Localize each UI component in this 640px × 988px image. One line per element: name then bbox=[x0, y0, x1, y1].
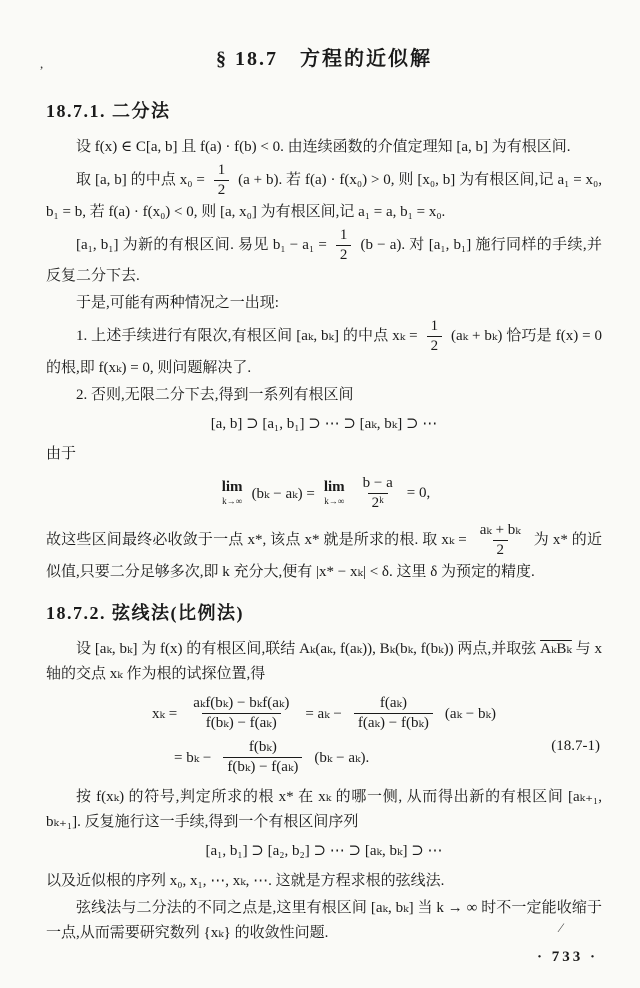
limit-word: lim bbox=[221, 479, 243, 496]
paragraph-text: 2. 否则,无限二分下去,得到一系列有根区间 bbox=[76, 386, 354, 403]
fraction-denominator: f(bₖ) − f(aₖ) bbox=[223, 757, 302, 776]
limit-subscript: k→∞ bbox=[324, 496, 345, 507]
paragraph bbox=[46, 227, 602, 290]
page-title: § 18.7 方程的近似解 bbox=[216, 48, 432, 70]
inline-fraction bbox=[359, 475, 397, 513]
secant-equation bbox=[46, 695, 602, 777]
paragraph bbox=[46, 785, 602, 835]
inline-fraction bbox=[476, 522, 525, 560]
paragraph bbox=[46, 135, 602, 160]
fraction-denominator: f(bₖ) − f(aₖ) bbox=[202, 713, 281, 732]
limit-formula bbox=[46, 475, 602, 513]
inline-fraction bbox=[427, 318, 443, 356]
paragraph-text: 弦线法与二分法的不同之点是,这里有根区间 [aₖ, bₖ] 当 k → ∞ 时不一定能收缩于一点,从而需要研究数列 {xₖ} 的收敛性问题. bbox=[46, 899, 602, 941]
paragraph-case-1 bbox=[46, 318, 602, 381]
fraction-denominator: 2 bbox=[214, 180, 230, 199]
fraction-denominator: 2 bbox=[493, 540, 509, 559]
limit-operator bbox=[324, 480, 345, 506]
chord-overline-symbol: AₖBₖ bbox=[540, 640, 572, 657]
formula-text: = aₖ − bbox=[305, 705, 342, 722]
formula-text: (aₖ − bₖ) bbox=[444, 705, 496, 722]
paragraph-text: 故这些区间最终必收敛于一点 x*, 该点 x* 就是所求的根. 取 xₖ = bbox=[46, 532, 467, 549]
fraction-denominator: 2 bbox=[427, 336, 443, 355]
nested-intervals-formula: [a, b] ⊃ [a₁, b₁] ⊃ ⋯ ⊃ [aₖ, bₖ] ⊃ ⋯ bbox=[210, 415, 438, 432]
paragraph-text: 按 f(xₖ) 的符号,判定所求的根 x* 在 xₖ 的哪一侧, 从而得出新的有根区间 [aₖ₊₁, bₖ₊₁]. 反复施行这一手续,得到一个有根区间序列 bbox=[46, 788, 602, 830]
fraction-numerator: f(bₖ) bbox=[248, 739, 277, 755]
paragraph bbox=[46, 869, 602, 894]
paragraph-text: 设 f(x) ∈ C[a, b] 且 f(a) · f(b) < 0. 由连续函数的介值定理知 [a, b] 为有根区间. bbox=[76, 139, 571, 155]
paragraph bbox=[46, 291, 602, 316]
fraction-denominator: f(aₖ) − f(bₖ) bbox=[354, 713, 433, 732]
page-number: · 733 · bbox=[536, 949, 598, 965]
fraction-numerator: f(aₖ) bbox=[379, 694, 407, 711]
fraction-numerator: 1 bbox=[339, 226, 348, 243]
inline-fraction bbox=[214, 162, 230, 200]
fraction-numerator: aₖf(bₖ) − bₖf(aₖ) bbox=[193, 694, 290, 711]
paragraph bbox=[46, 522, 602, 585]
formula-text: = bₖ − bbox=[174, 750, 212, 767]
paragraph-text: 以及近似根的序列 x₀, x₁, ⋯, xₖ, ⋯. 这就是方程求根的弦线法. bbox=[46, 872, 445, 889]
paragraph-text: (b − a). 对 [a₁, b₁] 施行同样的手续,并反复二分下去. bbox=[46, 236, 603, 284]
scan-artifact-mark: , bbox=[40, 56, 44, 71]
paragraph bbox=[46, 637, 602, 687]
limit-word: lim bbox=[323, 479, 345, 496]
interval-sequence-formula: [a₁, b₁] ⊃ [a₂, b₂] ⊃ ⋯ ⊃ [aₖ, bₖ] ⊃ ⋯ bbox=[205, 842, 443, 859]
inline-fraction bbox=[223, 739, 302, 777]
fraction-numerator: 1 bbox=[430, 318, 439, 334]
formula-text: (bₖ − aₖ). bbox=[314, 750, 370, 767]
fraction-numerator: aₖ + bₖ bbox=[479, 522, 521, 538]
formula-text: = 0, bbox=[406, 484, 431, 501]
equation-line-2 bbox=[46, 739, 602, 777]
fraction-numerator: 1 bbox=[217, 162, 226, 178]
inline-fraction bbox=[354, 695, 433, 733]
paragraph-text: (aₖ + bₖ) 恰巧是 f(x) = 0 的根,即 f(xₖ) = 0, 则问题解决了. bbox=[46, 328, 603, 376]
section-heading-secant: 18.7.2. 弦线法(比例法) bbox=[46, 602, 244, 623]
formula-text: xₖ = bbox=[152, 705, 178, 722]
fraction-numerator: b − a bbox=[362, 474, 393, 491]
equation-number: (18.7-1) bbox=[551, 737, 600, 754]
paragraph-text: 1. 上述手续进行有限次,有根区间 [aₖ, bₖ] 的中点 xₖ = bbox=[76, 328, 418, 345]
paragraph bbox=[46, 896, 602, 946]
paragraph bbox=[46, 442, 602, 467]
paragraph-case-2 bbox=[46, 383, 602, 408]
paragraph-text: 于是,可能有两种情况之一出现: bbox=[76, 295, 279, 311]
paragraph-text: 由于 bbox=[46, 445, 77, 462]
paragraph-text: 取 [a, b] 的中点 x₀ = bbox=[76, 172, 205, 189]
scan-artifact-mark: ⁄ bbox=[559, 920, 562, 935]
formula-text: (bₖ − aₖ) = bbox=[251, 485, 315, 502]
inline-fraction bbox=[336, 227, 352, 265]
paragraph-text: 与 x 轴的交点 xₖ 作为根的试探位置,得 bbox=[46, 640, 602, 682]
fraction-denominator: 2 bbox=[336, 245, 352, 264]
limit-subscript: k→∞ bbox=[222, 496, 243, 507]
paragraph bbox=[46, 162, 602, 225]
paragraph-text: [a₁, b₁] 为新的有根区间. 易见 b₁ − a₁ = bbox=[76, 236, 327, 253]
paragraph-text: (a + b). 若 f(a) · f(x₀) > 0, 则 [x₀, b] 为有根区间,记 a₁ = x₀, b₁ = b, 若 f(a) · f(x₀) < 0, 则 [a, x₀] 为有根区间,记 a₁ = a, b₁ = x₀. bbox=[46, 172, 603, 220]
fraction-denominator: 2ᵏ bbox=[368, 493, 388, 512]
inline-fraction bbox=[189, 695, 293, 733]
paragraph-text: 为 x* 的近似值,只要二分足够多次,即 k 充分大,便有 |x* − xₖ| < δ. 这里 δ 为预定的精度. bbox=[46, 532, 603, 580]
equation-line-1 bbox=[46, 695, 602, 733]
section-heading-bisection: 18.7.1. 二分法 bbox=[46, 101, 171, 121]
limit-operator bbox=[222, 480, 243, 506]
paragraph-text: 设 [aₖ, bₖ] 为 f(x) 的有根区间,联结 Aₖ(aₖ, f(aₖ)), Bₖ(bₖ, f(bₖ)) 两点,并取弦 bbox=[76, 640, 537, 657]
